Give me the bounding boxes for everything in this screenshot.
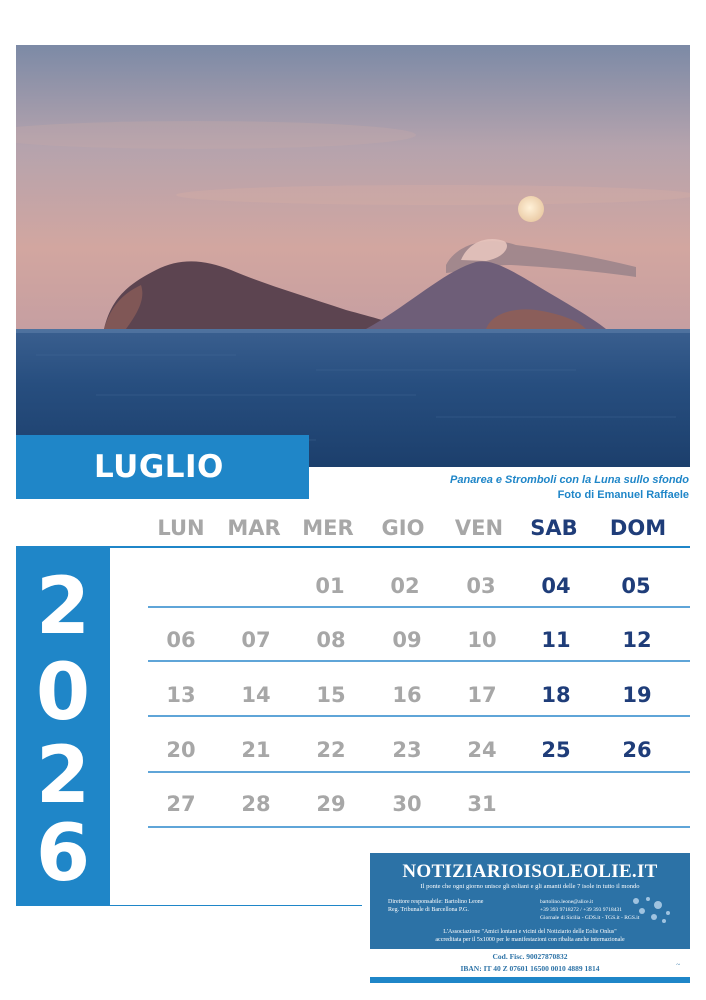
signature-mark: ~ <box>676 961 680 969</box>
calendar-day: 02 <box>390 574 420 598</box>
ad-phone: +39 393 9718272 / +39 393 9718431 <box>540 907 622 913</box>
week-divider <box>148 826 690 828</box>
ad-registration: Reg. Tribunale di Barcellona P.G. <box>388 907 469 913</box>
week-divider <box>148 660 690 662</box>
weekday-header: GIO <box>381 516 425 540</box>
calendar-day-weekend: 26 <box>622 738 652 762</box>
calendar-day: 15 <box>316 683 346 707</box>
calendar-day: 01 <box>315 574 345 598</box>
ad-iban: IBAN: IT 40 Z 07601 16500 0010 4889 1814 <box>460 964 600 973</box>
aeolian-islands-map-icon <box>628 893 678 925</box>
ad-email: bartolino.leone@alice.it <box>540 899 594 905</box>
ad-bottom-strip <box>370 977 690 983</box>
year-digit: 6 <box>35 809 91 899</box>
calendar-day: 10 <box>467 628 497 652</box>
calendar-day: 22 <box>316 738 346 762</box>
ad-association-line1: L'Associazione "Amici lontani e vicini del Notiziario delle Eolie Onlus" <box>443 929 617 935</box>
weekday-header: VEN <box>454 516 504 540</box>
calendar-day: 14 <box>241 683 271 707</box>
ad-subtitle: Il ponte che ogni giorno unisce gli eoliani e gli amanti delle 7 isole in tutto il mondo <box>420 883 640 890</box>
ad-bank-details <box>370 949 690 983</box>
calendar-day: 08 <box>316 628 346 652</box>
calendar-day: 21 <box>241 738 271 762</box>
calendar-day: 31 <box>467 792 497 816</box>
calendar-day: 29 <box>316 792 346 816</box>
calendar-day-weekend: 05 <box>621 574 651 598</box>
ad-director-name: Direttore responsabile: Bartolino Leone <box>388 899 484 905</box>
year-digit: 0 <box>35 648 91 738</box>
week-divider <box>148 771 690 773</box>
calendar-day-weekend: 25 <box>541 738 571 762</box>
calendar-day-weekend: 11 <box>541 628 571 652</box>
caption-credit: Foto di Emanuel Raffaele <box>557 489 689 501</box>
year-digit: 2 <box>35 562 91 652</box>
sponsor-ad <box>370 853 690 983</box>
calendar-day-weekend: 12 <box>622 628 652 652</box>
weekday-header: LUN <box>157 516 205 540</box>
year-digit: 2 <box>35 731 91 821</box>
calendar-day-weekend: 19 <box>622 683 652 707</box>
ad-codice-fiscale: Cod. Fisc. 90027870832 <box>492 952 568 961</box>
ad-title: NOTIZIARIOISOLEOLIE.IT <box>402 861 658 882</box>
caption-title: Panarea e Stromboli con la Luna sullo sfondo <box>450 474 689 486</box>
cover-photo <box>16 45 690 467</box>
calendar-top-rule <box>110 546 690 548</box>
ad-contacts <box>540 898 639 922</box>
weekday-header: MAR <box>227 516 281 540</box>
ad-partners: Giornale di Sicilia - GDS.it - TGS.it - RGS.it <box>540 915 640 921</box>
calendar-day-weekend: 04 <box>541 574 571 598</box>
week-divider <box>148 606 690 608</box>
calendar-day: 23 <box>392 738 422 762</box>
calendar-day: 06 <box>166 628 196 652</box>
calendar-day: 28 <box>241 792 271 816</box>
calendar-day: 16 <box>392 683 422 707</box>
calendar-day: 13 <box>166 683 196 707</box>
photo-caption <box>450 473 689 503</box>
calendar-day: 03 <box>466 574 496 598</box>
calendar-day: 30 <box>392 792 422 816</box>
calendar-day: 20 <box>166 738 196 762</box>
weekday-header: MER <box>302 516 354 540</box>
month-label: LUGLIO <box>16 435 309 499</box>
weekday-header-weekend: DOM <box>609 516 667 540</box>
weekday-header-weekend: SAB <box>530 516 578 540</box>
calendar-bottom-rule <box>16 905 362 906</box>
calendar-day: 17 <box>467 683 497 707</box>
calendar-day: 24 <box>467 738 497 762</box>
ad-association <box>370 928 690 944</box>
calendar-day: 07 <box>241 628 271 652</box>
calendar-day: 09 <box>392 628 422 652</box>
ad-director <box>388 898 483 914</box>
ad-association-line2: accreditata per il 5x1000 per le manifestazioni con ribalta anche internazionale <box>435 937 625 943</box>
calendar-day-weekend: 18 <box>541 683 571 707</box>
week-divider <box>148 715 690 717</box>
calendar-day: 27 <box>166 792 196 816</box>
